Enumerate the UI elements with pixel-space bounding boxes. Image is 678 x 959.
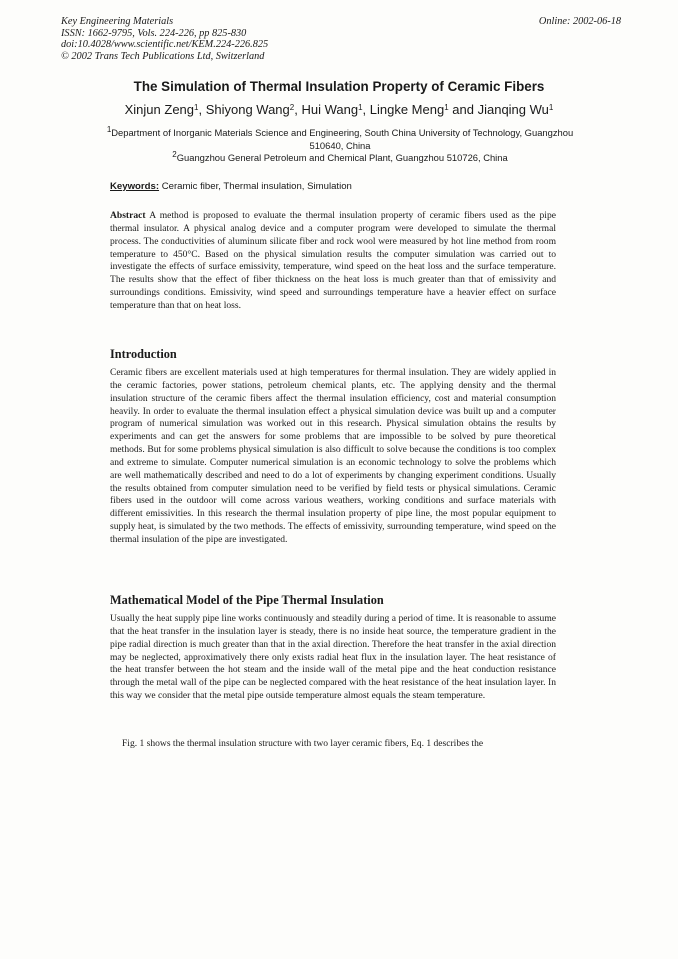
affiliation-2 bbox=[100, 152, 580, 165]
section-heading-introduction: Introduction bbox=[110, 347, 177, 361]
author-conjunction: and bbox=[448, 102, 478, 117]
author-list bbox=[0, 102, 678, 117]
author-name: Lingke Meng bbox=[369, 102, 445, 117]
paper-title: The Simulation of Thermal Insulation Property of Ceramic Fibers bbox=[133, 79, 545, 94]
issn-line: ISSN: 1662-9795, Vols. 224-226, pp 825-830 bbox=[61, 27, 247, 39]
online-date: Online: 2002-06-18 bbox=[538, 16, 621, 27]
section-heading-mathematical-model: Mathematical Model of the Pipe Thermal Insulation bbox=[110, 593, 384, 607]
author-affiliation-mark: 1 bbox=[444, 103, 449, 112]
copyright-line: © 2002 Trans Tech Publications Ltd, Switzerland bbox=[61, 50, 265, 62]
abstract-paragraph bbox=[110, 210, 556, 313]
author-affiliation-mark: 1 bbox=[548, 103, 554, 112]
keywords-text: Ceramic fiber, Thermal insulation, Simulation bbox=[161, 181, 352, 192]
author-affiliation-mark: 1 bbox=[194, 103, 199, 112]
affiliation-1 bbox=[100, 127, 580, 152]
abstract-label: Abstract bbox=[110, 210, 146, 221]
author-separator: , bbox=[294, 102, 302, 117]
author-name: Jianqing Wu bbox=[477, 102, 549, 117]
abstract-text: A method is proposed to evaluate the thermal insulation property of ceramic fibers used as the pipe thermal insulator. A physical analog device and a computer program were developed to simulate the thermal process. The conductivities of aluminum silicate fiber and rock wool were measured by hot line method from room temperature to 450°C. Based on the physical simulation results the computer simulation was carried out to investigate the effects of surface emissivity, temperature, wind speed on the heat loss and the surface temperature. The results show that the effect of fiber thickness on the heat loss is much greater than that of emissivity and surroundings conditions. Emissivity, wind speed and surroundings temperature have a heavier effect on surface temperature than that on heat loss. bbox=[110, 210, 556, 311]
model-paragraph-1: Usually the heat supply pipe line works continuously and steadily during a period of time. It is reasonable to assume that the heat transfer in the insulation layer is steady, there is no inside heat source, the temperature gradient in the pipe radial direction is much greater than that in the axial direction. Therefore the heat transfer in the axial direction may be neglected, approximatively there only exists radial heat flux in the insulation layer. The heat resistance of the heat transfer between the hot steam and the inside wall of the metal pipe and the heat conduction resistance through the metal wall of the pipe can be neglected compared with the heat resistance of the heat insulation layer. In this way we consider that the metal pipe outside temperature almost equals the steam temperature. bbox=[110, 613, 556, 702]
author-affiliation-mark: 1 bbox=[358, 103, 363, 112]
doi-line: doi:10.4028/www.scientific.net/KEM.224-226.825 bbox=[61, 39, 269, 51]
author-name: Hui Wang bbox=[301, 102, 359, 117]
affiliation-mark: 2 bbox=[172, 150, 177, 159]
author-affiliation-mark: 2 bbox=[289, 103, 295, 112]
affiliation-text: Department of Inorganic Materials Science and Engineering, South China University of Technology, Guangzhou 510640, China bbox=[111, 127, 574, 151]
journal-name: Key Engineering Materials bbox=[61, 16, 174, 27]
affiliation-mark: 1 bbox=[106, 125, 112, 134]
keywords-label: Keywords: bbox=[110, 181, 160, 192]
author-name: Xinjun Zeng bbox=[124, 102, 195, 117]
affiliation-text: Guangzhou General Petroleum and Chemical Plant, Guangzhou 510726, China bbox=[176, 152, 508, 163]
author-name: Shiyong Wang bbox=[205, 102, 290, 117]
author-separator: , bbox=[198, 102, 206, 117]
keywords-line bbox=[110, 181, 352, 192]
model-paragraph-2: Fig. 1 shows the thermal insulation structure with two layer ceramic fibers, Eq. 1 describes the bbox=[122, 738, 484, 749]
author-separator: , bbox=[362, 102, 370, 117]
journal-header bbox=[61, 16, 621, 62]
introduction-paragraph: Ceramic fibers are excellent materials used at high temperatures for thermal insulation. They are widely applied in the ceramic factories, power stations, petroleum chemical plants, etc. The applying density and the thermal insulation structure of the ceramic fibers affect the thermal insulation efficiency, cost and material consumption heavily. In order to evaluate the thermal insulation effect a physical simulation device was built up and a computer program of numerical simulation was worked out in this research. Physical simulation obtains the results by experiments and can get the answers for some problems that are impossible to be solved by pure theoretical methods. But for some problems physical simulation is also difficult to solve because the conditions is too complex and extreme to simulate. Computer numerical simulation is an economic technology to solve the problems which are well mathematically described and need to do a lot of experiments by changing experiment conditions. Usually the results obtained from computer simulation need to be verified by field tests or physical simulations. Ceramic fibers used in the outdoor will come across various weathers, working conditions and surface materials with different emissivities. In this research the thermal insulation property of pipe line, the most popular equipment to supply heat, is simulated by the two methods. The effects of emissivity, surrounding temperature, wind speed on the thermal insulation of the pipe are investigated. bbox=[110, 367, 556, 545]
